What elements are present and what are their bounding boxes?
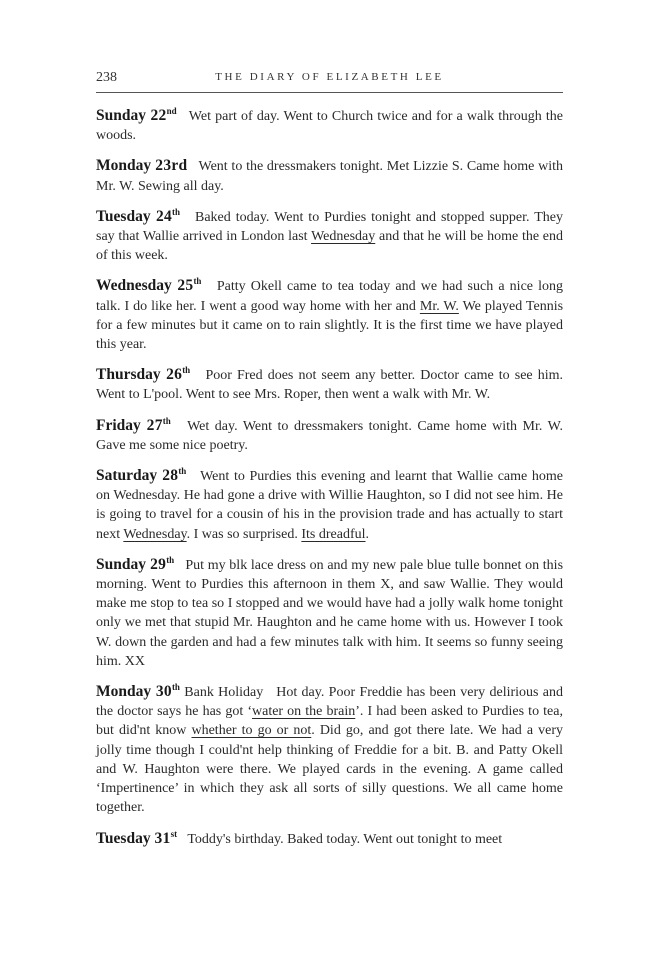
entry-heading	[96, 417, 171, 434]
entry-day: Saturday	[96, 467, 158, 485]
entry-text: Patty Okell came to tea today and we had such a nice long talk. I do like her. I went a good way home with her and	[96, 279, 564, 314]
diary-entry	[96, 829, 563, 849]
diary-entry	[96, 555, 563, 671]
diary-entry	[96, 682, 563, 817]
underlined-text: whether to go or not	[191, 723, 312, 739]
entry-date-suffix: th	[172, 206, 181, 217]
entry-date: 23rd	[155, 157, 188, 175]
entry-heading	[96, 277, 201, 294]
entry-date: 22	[150, 107, 167, 124]
entry-day: Wednesday	[96, 277, 172, 295]
entry-text: . Did go, and got there late. We had a very jolly time though I could'nt help thinking of Freddie for a bit. B. and Patty Okell and W. Haughton were there. We played cards in the evening. A game called ‘Impertinence’ in which they ask all sorts of silly questions. We all came home together.	[96, 723, 564, 816]
entry-date-suffix: th	[178, 466, 187, 477]
entry-day: Tuesday	[96, 829, 151, 847]
entry-text: Went to Purdies this evening and learnt that Wallie came home on Wednesday. He had gone a drive with Willie Haughton, so I did not see him. He is going to travel for a cousin of his in the provision trade and has actually to start next	[96, 469, 564, 542]
entry-text: Hot day. Poor Freddie has been very delirious and the doctor says he has got ‘	[96, 685, 564, 720]
running-title: THE DIARY OF ELIZABETH LEE	[215, 71, 444, 83]
entry-heading	[96, 107, 177, 124]
entry-day: Sunday	[96, 107, 146, 124]
entry-day: Tuesday	[96, 207, 151, 225]
underlined-text: Wednesday	[123, 526, 187, 542]
entry-heading	[96, 556, 174, 573]
entry-date-suffix: th	[162, 415, 171, 426]
entry-date: 31	[154, 829, 171, 847]
entry-date: 26	[166, 366, 183, 384]
entry-text: Went to the dressmakers tonight. Met Lizzie S. Came home with Mr. W. Sewing all day.	[96, 159, 564, 194]
entry-date: 30	[155, 683, 172, 701]
underlined-text: Its dreadful	[301, 526, 366, 542]
entry-day: Monday	[96, 157, 152, 175]
entry-text: .	[365, 526, 370, 542]
entry-text: Wet part of day. Went to Church twice and for a walk through the woods.	[96, 109, 564, 144]
entry-date: 24	[155, 207, 173, 225]
entry-text: Poor Fred does not seem any better. Doctor came to see him. Went to L'pool. Went to see Mrs. Roper, then went a walk with Mr. W.	[96, 368, 563, 403]
page-number: 238	[96, 70, 117, 85]
entry-day: Sunday	[96, 555, 146, 573]
underlined-text: water on the brain	[252, 704, 356, 720]
entry-date-suffix: nd	[166, 106, 177, 116]
entry-date: 27	[146, 416, 163, 434]
entry-day: Monday	[96, 683, 152, 701]
entry-date-suffix: st	[170, 828, 178, 839]
entry-date: 28	[162, 467, 179, 485]
entry-text: . I was so surprised.	[186, 526, 298, 542]
diary-entry	[96, 207, 563, 266]
entry-heading	[96, 830, 177, 847]
diary-entry	[96, 365, 563, 404]
diary-entry	[96, 466, 563, 544]
entry-date-suffix: th	[193, 276, 202, 287]
underlined-text: Mr. W.	[419, 298, 459, 314]
running-head	[96, 70, 563, 93]
entry-extra: Bank Holiday	[184, 685, 264, 701]
entry-date-suffix: th	[182, 365, 191, 376]
entry-date-suffix: th	[171, 682, 180, 693]
entry-day: Friday	[96, 416, 141, 434]
entry-text: Toddy's birthday. Baked today. Went out tonight to meet	[187, 831, 503, 847]
entry-heading	[96, 208, 180, 225]
entry-text: ’. I had been asked to Purdies to tea, but did'nt know	[96, 704, 563, 739]
entry-heading	[96, 683, 180, 700]
diary-entry	[96, 276, 563, 354]
diary-entry	[96, 156, 563, 195]
diary-entries	[96, 106, 563, 860]
entry-text: We played Tennis for a few minutes but it came on to rain slightly. It is the first time we have played this year.	[96, 298, 564, 353]
entry-text: and that he will be home the end of this week.	[96, 229, 564, 264]
entry-date: 25	[177, 277, 194, 295]
entry-text: Baked today. Went to Purdies tonight and stopped supper. They say that Wallie arrived in London last	[96, 209, 564, 245]
entry-date-suffix: th	[166, 554, 175, 565]
entry-text: Wet day. Went to dressmakers tonight. Came home with Mr. W. Gave me some nice poetry.	[96, 418, 564, 453]
diary-entry	[96, 106, 563, 145]
entry-date: 29	[150, 555, 167, 573]
entry-heading	[96, 366, 190, 383]
diary-entry	[96, 416, 563, 455]
entry-day: Thursday	[96, 366, 161, 384]
entry-heading	[96, 467, 186, 484]
underlined-text: Wednesday	[311, 229, 376, 245]
entry-heading	[96, 157, 187, 174]
entry-text: Put my blk lace dress on and my new pale blue tulle bonnet on this morning. Went to Purdies this afternoon in them X, and saw Wallie. They would make me stop to tea so I stopped and we would have had a jolly walk home tonight only we met that stupid Mr. Haughton and he came home with us. However I took W. down the garden and had a few minutes talk with him. It seems so funny seeing him. XX	[96, 557, 564, 669]
